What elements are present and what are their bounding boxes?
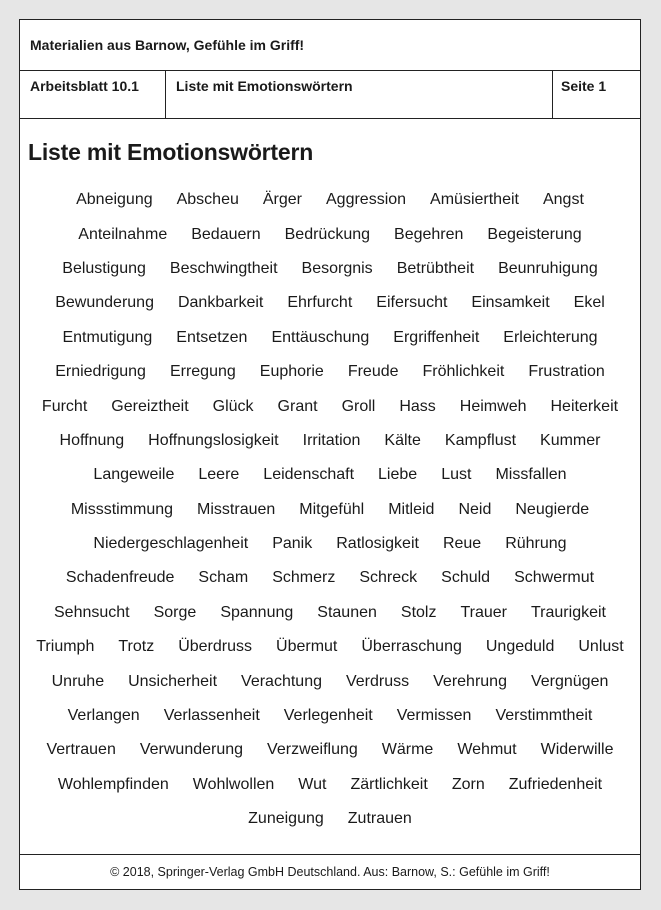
- emotion-word: Panik: [272, 535, 313, 553]
- copyright-footer: [20, 854, 640, 889]
- emotion-word: Schreck: [359, 569, 418, 587]
- emotion-word: Triumph: [36, 638, 95, 656]
- emotion-word: Entmutigung: [62, 328, 153, 346]
- emotion-word: Wohlempfinden: [57, 775, 169, 793]
- emotion-word: Mitleid: [388, 500, 435, 518]
- word-row: [20, 768, 640, 802]
- emotion-word: Bedauern: [191, 225, 261, 243]
- emotion-word: Ärger: [262, 191, 302, 209]
- emotion-word: Fröhlichkeit: [422, 363, 505, 381]
- emotion-word: Vergnügen: [530, 672, 609, 690]
- emotion-word: Leere: [198, 466, 240, 484]
- emotion-word: Überdruss: [178, 638, 253, 656]
- page-title: Liste mit Emotionswörtern: [28, 139, 314, 165]
- emotion-word: Zuneigung: [248, 810, 324, 828]
- source-header: [20, 20, 640, 71]
- emotion-word: Bedrückung: [284, 225, 371, 243]
- emotion-word: Glück: [212, 397, 254, 415]
- emotion-word: Trotz: [118, 638, 155, 656]
- word-row: [20, 802, 640, 836]
- source-text: Materialien aus Barnow, Gefühle im Griff!: [30, 37, 305, 53]
- word-row: [20, 596, 640, 630]
- word-row: [20, 183, 640, 217]
- emotion-word: Frustration: [528, 363, 605, 381]
- word-row: [20, 527, 640, 561]
- emotion-word: Schadenfreude: [65, 569, 175, 587]
- page-number: Seite 1: [561, 78, 607, 94]
- emotion-word: Abneigung: [76, 191, 153, 209]
- emotion-word: Irritation: [302, 431, 361, 449]
- emotion-word: Langeweile: [93, 466, 175, 484]
- emotion-word: Verwunderung: [139, 741, 244, 759]
- sheet-number: Arbeitsblatt 10.1: [20, 70, 166, 118]
- emotion-word: Betrübtheit: [396, 259, 475, 277]
- emotion-word: Reue: [442, 535, 482, 553]
- emotion-word: Ekel: [573, 294, 605, 312]
- emotion-word: Entsetzen: [176, 328, 248, 346]
- emotion-word: Übermut: [276, 638, 338, 656]
- emotion-word: Eifersucht: [376, 294, 448, 312]
- emotion-word: Rührung: [505, 535, 567, 553]
- emotion-word: Missstimmung: [70, 500, 174, 518]
- emotion-word: Erniedrigung: [55, 363, 146, 381]
- emotion-word: Verlassenheit: [163, 707, 260, 725]
- emotion-word: Hass: [399, 397, 436, 415]
- word-row: [20, 217, 640, 251]
- emotion-word: Beunruhigung: [498, 259, 598, 277]
- emotion-word: Wärme: [381, 741, 434, 759]
- emotion-word: Unruhe: [51, 672, 105, 690]
- emotion-word: Liebe: [378, 466, 418, 484]
- emotion-word: Misstrauen: [197, 500, 276, 518]
- word-row: [20, 321, 640, 355]
- emotion-word: Unsicherheit: [128, 672, 218, 690]
- emotion-word: Mitgefühl: [299, 500, 365, 518]
- emotion-word: Schuld: [441, 569, 491, 587]
- emotion-word: Spannung: [220, 603, 294, 621]
- sheet-topic: Liste mit Emotionswörtern: [166, 70, 553, 118]
- word-row: [20, 458, 640, 492]
- emotion-word: Leidenschaft: [263, 466, 355, 484]
- emotion-word: Widerwille: [540, 741, 614, 759]
- emotion-word: Ratlosigkeit: [336, 535, 419, 553]
- emotion-word: Schmerz: [272, 569, 336, 587]
- emotion-word: Groll: [341, 397, 376, 415]
- emotion-word: Furcht: [41, 397, 88, 415]
- emotion-word: Staunen: [317, 603, 377, 621]
- emotion-word: Dankbarkeit: [177, 294, 264, 312]
- word-row: [20, 561, 640, 595]
- word-row: [20, 664, 640, 698]
- word-row: [20, 389, 640, 423]
- emotion-word: Erleichterung: [503, 328, 598, 346]
- meta-header: [20, 70, 640, 119]
- emotion-word: Begehren: [394, 225, 464, 243]
- emotion-word: Einsamkeit: [471, 294, 550, 312]
- emotion-word: Belustigung: [62, 259, 146, 277]
- emotion-word: Hoffnungslosigkeit: [148, 431, 279, 449]
- word-row: [20, 252, 640, 286]
- copyright-text: © 2018, Springer-Verlag GmbH Deutschland. Aus: Barnow, S.: Gefühle im Griff!: [110, 865, 550, 879]
- emotion-word: Verzweiflung: [267, 741, 358, 759]
- emotion-word: Wehmut: [457, 741, 517, 759]
- emotion-word: Gereiztheit: [111, 397, 189, 415]
- emotion-word: Aggression: [326, 191, 407, 209]
- word-row: [20, 493, 640, 527]
- emotion-word: Abscheu: [176, 191, 239, 209]
- emotion-word: Anteilnahme: [78, 225, 168, 243]
- worksheet: [19, 19, 641, 890]
- emotion-word: Kälte: [384, 431, 421, 449]
- emotion-word: Erregung: [169, 363, 236, 381]
- emotion-word: Ergriffenheit: [393, 328, 480, 346]
- emotion-word: Verlangen: [67, 707, 140, 725]
- emotion-word: Überraschung: [361, 638, 462, 656]
- emotion-word: Heiterkeit: [550, 397, 619, 415]
- word-row: [20, 424, 640, 458]
- emotion-word: Lust: [441, 466, 472, 484]
- word-row: [20, 630, 640, 664]
- emotion-word: Verlegenheit: [283, 707, 373, 725]
- emotion-word: Verdruss: [345, 672, 410, 690]
- emotion-word: Sehnsucht: [54, 603, 130, 621]
- emotion-word: Ungeduld: [485, 638, 555, 656]
- emotion-word: Scham: [198, 569, 249, 587]
- emotion-word: Traurigkeit: [531, 603, 606, 621]
- word-row: [20, 733, 640, 767]
- emotion-word-list: [20, 183, 640, 836]
- emotion-word: Zufriedenheit: [508, 775, 603, 793]
- emotion-word: Zorn: [451, 775, 485, 793]
- emotion-word: Missfallen: [495, 466, 567, 484]
- emotion-word: Hoffnung: [59, 431, 125, 449]
- emotion-word: Verachtung: [241, 672, 322, 690]
- emotion-word: Sorge: [153, 603, 197, 621]
- emotion-word: Beschwingtheit: [169, 259, 278, 277]
- emotion-word: Neid: [458, 500, 492, 518]
- emotion-word: Besorgnis: [301, 259, 373, 277]
- emotion-word: Heimweh: [459, 397, 527, 415]
- emotion-word: Zärtlichkeit: [350, 775, 428, 793]
- emotion-word: Schwermut: [514, 569, 595, 587]
- emotion-word: Grant: [277, 397, 318, 415]
- emotion-word: Verehrung: [433, 672, 507, 690]
- emotion-word: Enttäuschung: [271, 328, 370, 346]
- emotion-word: Stolz: [400, 603, 437, 621]
- emotion-word: Euphorie: [259, 363, 324, 381]
- emotion-word: Kampflust: [444, 431, 517, 449]
- emotion-word: Wohlwollen: [192, 775, 275, 793]
- emotion-word: Wut: [298, 775, 327, 793]
- emotion-word: Vertrauen: [46, 741, 116, 759]
- emotion-word: Verstimmtheit: [495, 707, 593, 725]
- emotion-word: Bewunderung: [55, 294, 154, 312]
- emotion-word: Trauer: [460, 603, 507, 621]
- emotion-word: Freude: [347, 363, 399, 381]
- emotion-word: Ehrfurcht: [287, 294, 353, 312]
- emotion-word: Vermissen: [396, 707, 472, 725]
- emotion-word: Neugierde: [515, 500, 590, 518]
- word-row: [20, 286, 640, 320]
- emotion-word: Amüsiertheit: [430, 191, 519, 209]
- emotion-word: Begeisterung: [487, 225, 582, 243]
- emotion-word: Angst: [542, 191, 584, 209]
- emotion-word: Unlust: [578, 638, 624, 656]
- emotion-word: Zutrauen: [347, 810, 412, 828]
- word-row: [20, 699, 640, 733]
- emotion-word: Niedergeschlagenheit: [93, 535, 249, 553]
- word-row: [20, 355, 640, 389]
- emotion-word: Kummer: [540, 431, 601, 449]
